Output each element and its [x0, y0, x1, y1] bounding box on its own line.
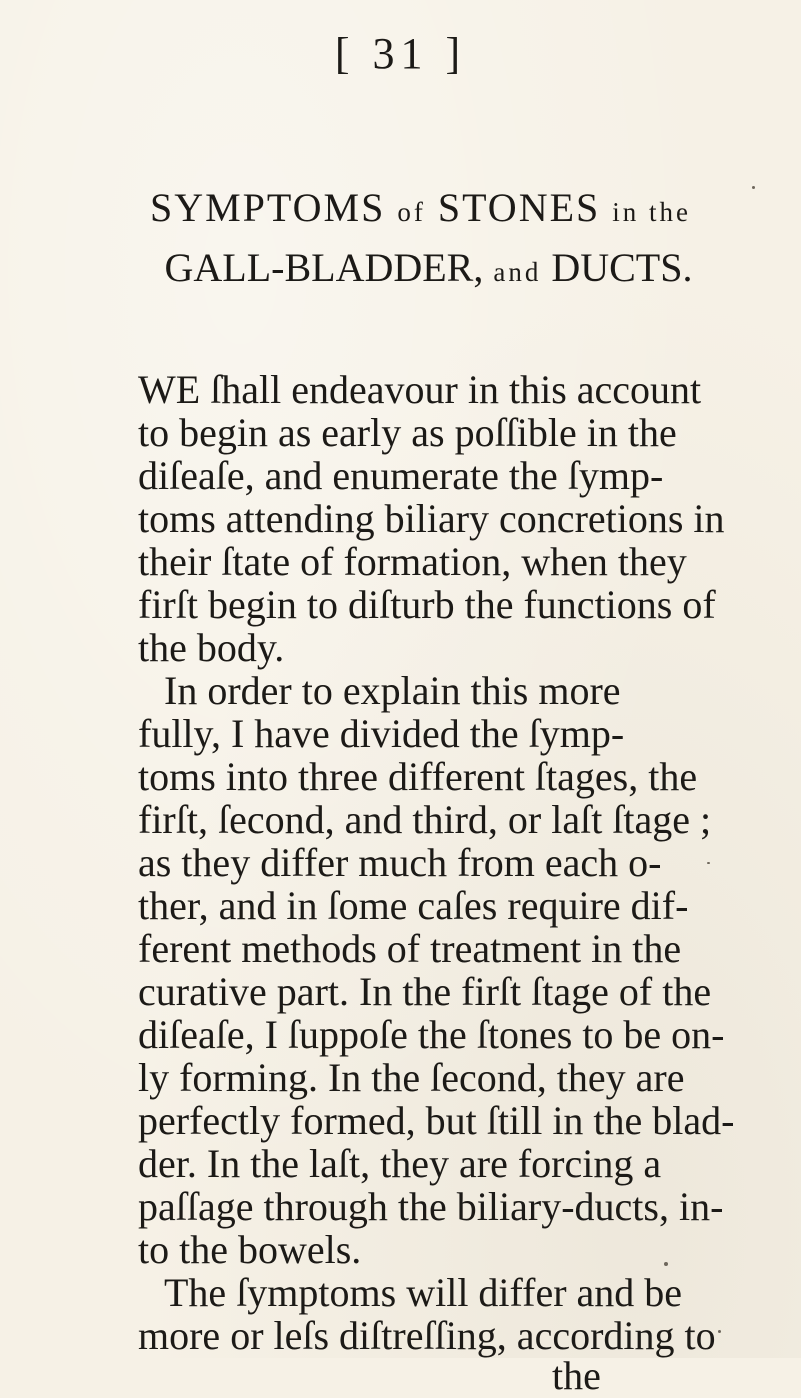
- heading-and: and: [493, 257, 542, 287]
- text-line: ly forming. In the ſecond, they are: [138, 1055, 685, 1100]
- text-line: firſt, ſecond, and third, or laſt ſtage ;: [138, 797, 712, 842]
- text-line: as they differ much from each o-: [138, 840, 662, 885]
- paper-speck: [718, 1330, 721, 1333]
- heading-stones: STONES: [425, 185, 613, 230]
- page-number: [ 31 ]: [334, 29, 467, 78]
- text-line: toms into three different ſtages, the: [138, 754, 698, 799]
- text-line: In order to explain this more: [164, 668, 621, 713]
- text-line: more or leſs diſtreſſing, according to: [138, 1313, 716, 1358]
- text-line: fully, I have divided the ſymp-: [138, 711, 625, 756]
- text-line: to begin as early as poſſible in the: [138, 410, 677, 455]
- text-line: firſt begin to diſturb the functions of: [138, 582, 716, 627]
- paper-speck: [664, 1262, 668, 1266]
- text-line: WE ſhall endeavour in this account: [138, 367, 702, 412]
- chapter-heading-line-2: [0, 244, 801, 291]
- heading-gall-bladder: GALL-BLADDER,: [164, 245, 494, 290]
- text-line: their ſtate of formation, when they: [138, 539, 687, 584]
- chapter-heading-line-1: [0, 184, 801, 231]
- text-line: the body.: [138, 625, 285, 670]
- catchword: the: [552, 1353, 601, 1398]
- heading-of: of: [397, 197, 426, 227]
- text-line: The ſymptoms will differ and be: [164, 1270, 683, 1315]
- text-line: paſſage through the biliary-ducts, in-: [138, 1184, 724, 1229]
- paper-speck: [752, 186, 755, 189]
- heading-symptoms: SYMPTOMS: [149, 185, 398, 230]
- text-line: toms attending biliary concretions in: [138, 496, 725, 541]
- text-line: diſeaſe, I ſuppoſe the ſtones to be on-: [138, 1012, 725, 1057]
- heading-in-the: in the: [612, 197, 692, 227]
- text-line: perfectly formed, but ſtill in the blad-: [138, 1098, 735, 1143]
- text-line: der. In the laſt, they are forcing a: [138, 1141, 662, 1186]
- text-line: diſeaſe, and enumerate the ſymp-: [138, 453, 664, 498]
- heading-ducts: DUCTS.: [541, 245, 693, 290]
- paper-speck: [707, 862, 710, 864]
- text-line: ferent methods of treatment in the: [138, 926, 682, 971]
- text-line: curative part. In the firſt ſtage of the: [138, 969, 712, 1014]
- text-line: to the bowels.: [138, 1227, 362, 1272]
- text-line: ther, and in ſome caſes require dif-: [138, 883, 689, 928]
